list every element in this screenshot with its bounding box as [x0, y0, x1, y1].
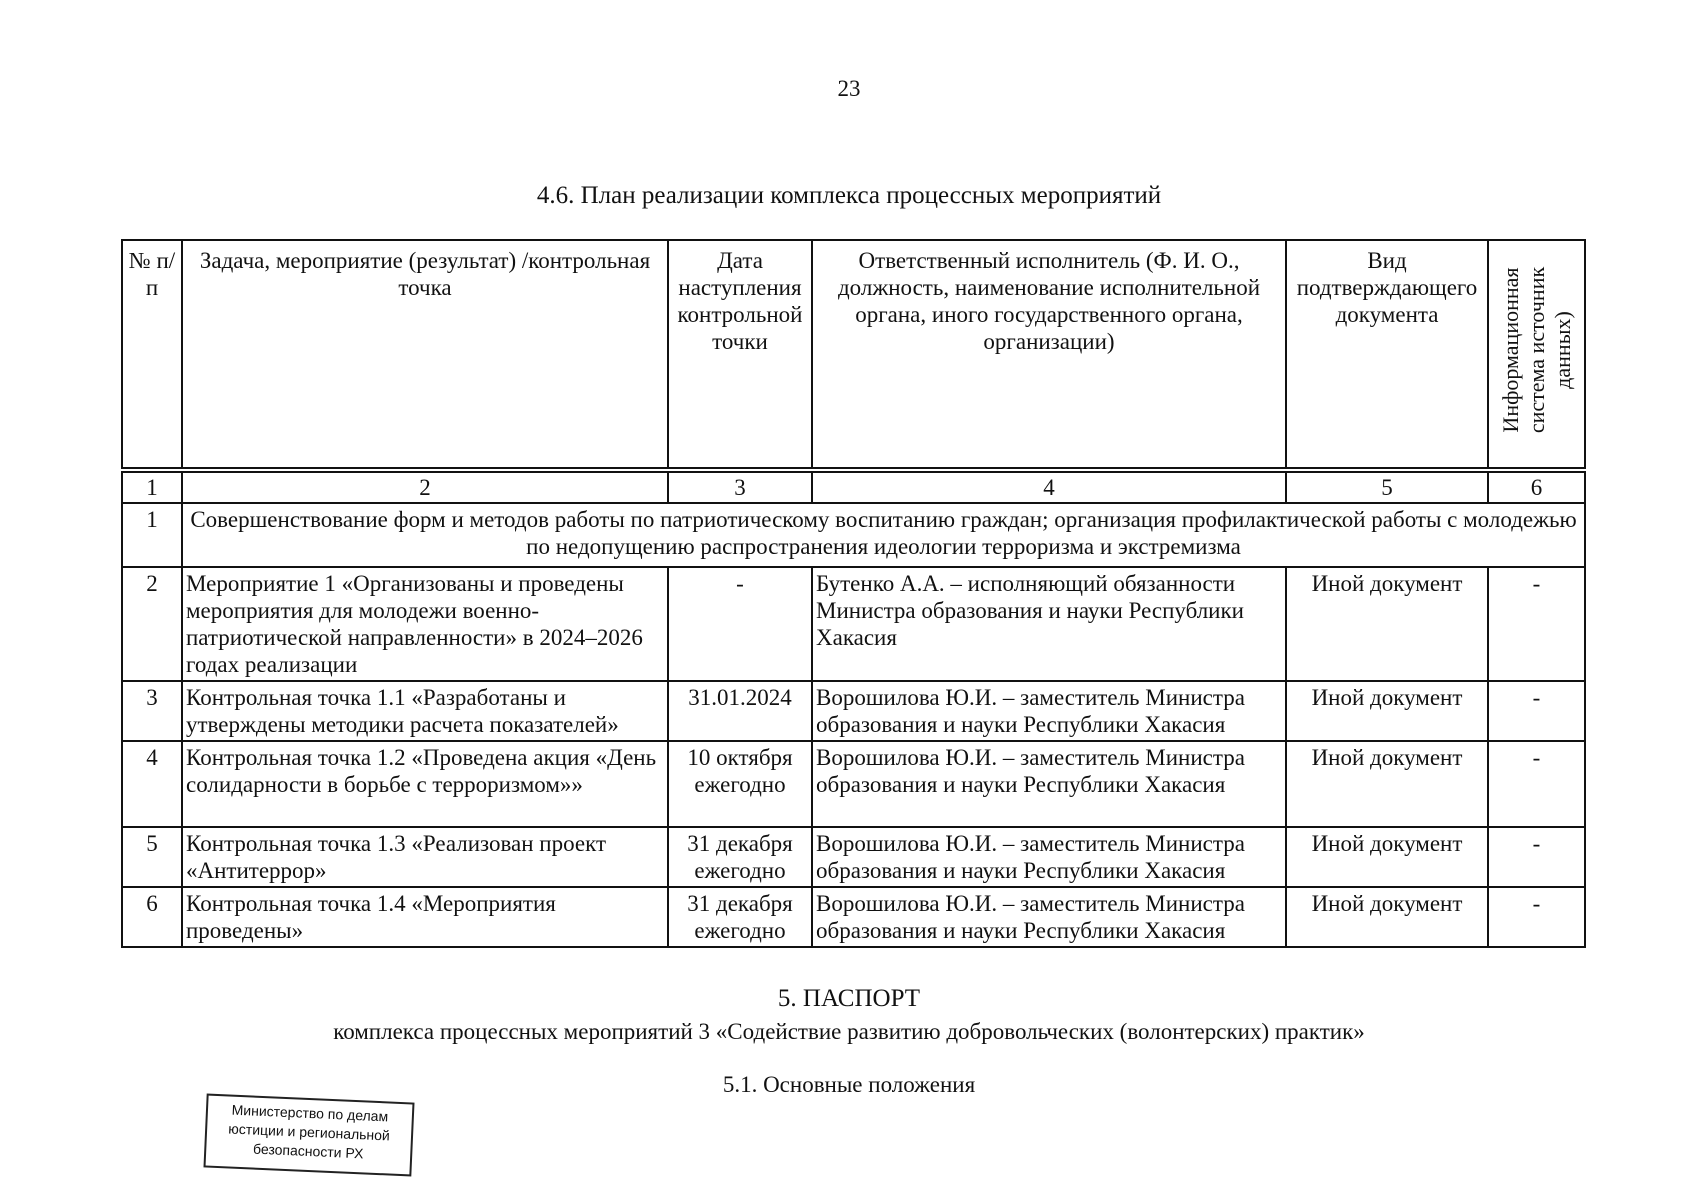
row-task: Контрольная точка 1.2 «Проведена акция «День солидарности в борьбе с терроризмом»» — [182, 741, 668, 827]
table-row — [122, 681, 1585, 741]
row-task: Мероприятие 1 «Организованы и проведены мероприятия для молодежи военно-патриотической направленности» в 2024–2026 годах реализации — [182, 567, 668, 681]
row-num: 4 — [122, 741, 182, 827]
column-number: 2 — [182, 472, 668, 503]
row-num: 6 — [122, 887, 182, 947]
table-row — [122, 887, 1585, 947]
section-title: 4.6. План реализации комплекса процессных мероприятий — [536, 182, 1162, 209]
row-doc: Иной документ — [1286, 567, 1488, 681]
column-number: 6 — [1488, 472, 1585, 503]
page-number: 23 — [837, 76, 861, 101]
table-row — [122, 827, 1585, 887]
plan-table — [121, 239, 1586, 948]
stamp-line: юстиции и региональной — [228, 1120, 391, 1144]
task-row — [122, 503, 1585, 567]
header-date: Дата наступления контрольной точки — [668, 240, 812, 468]
passport-title: 5. ПАСПОРТ — [777, 985, 921, 1012]
subsection-title: 5.1. Основные положения — [722, 1072, 976, 1097]
row-num: 5 — [122, 827, 182, 887]
row-responsible: Ворошилова Ю.И. – заместитель Министра образования и науки Республики Хакасия — [812, 887, 1286, 947]
row-doc: Иной документ — [1286, 827, 1488, 887]
table-row — [122, 567, 1585, 681]
header-doc: Вид подтверждающего документа — [1286, 240, 1488, 468]
header-system-cell — [1488, 240, 1585, 468]
row-responsible: Ворошилова Ю.И. – заместитель Министра образования и науки Республики Хакасия — [812, 827, 1286, 887]
table-header-row — [122, 240, 1585, 468]
row-system: - — [1488, 681, 1585, 741]
row-doc: Иной документ — [1286, 887, 1488, 947]
row-responsible: Ворошилова Ю.И. – заместитель Министра образования и науки Республики Хакасия — [812, 681, 1286, 741]
row-system: - — [1488, 741, 1585, 827]
row-system: - — [1488, 567, 1585, 681]
row-task: Контрольная точка 1.1 «Разработаны и утверждены методики расчета показателей» — [182, 681, 668, 741]
row-task: Контрольная точка 1.4 «Мероприятия проведены» — [182, 887, 668, 947]
row-doc: Иной документ — [1286, 741, 1488, 827]
header-task: Задача, мероприятие (результат) /контрольная точка — [182, 240, 668, 468]
column-number: 4 — [812, 472, 1286, 503]
column-number-row — [122, 472, 1585, 503]
row-date: 31.01.2024 — [668, 681, 812, 741]
row-system: - — [1488, 887, 1585, 947]
header-system: Информационная система источник данных) — [1497, 266, 1575, 434]
column-number: 5 — [1286, 472, 1488, 503]
row-responsible: Ворошилова Ю.И. – заместитель Министра образования и науки Республики Хакасия — [812, 741, 1286, 827]
row-doc: Иной документ — [1286, 681, 1488, 741]
table-row — [122, 741, 1585, 827]
task-num: 1 — [122, 503, 182, 567]
row-date: 31 декабря ежегодно — [668, 887, 812, 947]
row-date: - — [668, 567, 812, 681]
row-task: Контрольная точка 1.3 «Реализован проект «Антитеррор» — [182, 827, 668, 887]
row-date: 10 октября ежегодно — [668, 741, 812, 827]
row-num: 2 — [122, 567, 182, 681]
task-text: Совершенствование форм и методов работы по патриотическому воспитанию граждан; организация профилактической работы с молодежью по недопущению распространения идеологии терроризма и экстремизма — [182, 503, 1585, 567]
ministry-stamp — [203, 1093, 414, 1176]
passport-subtitle: комплекса процессных мероприятий 3 «Содействие развитию добровольческих (волонтерских) практик» — [333, 1019, 1365, 1044]
row-system: - — [1488, 827, 1585, 887]
header-num: № п/п — [122, 240, 182, 468]
stamp-line: Министерство по делам — [231, 1101, 389, 1125]
row-responsible: Бутенко А.А. – исполняющий обязанности Министра образования и науки Республики Хакасия — [812, 567, 1286, 681]
header-responsible: Ответственный исполнитель (Ф. И. О., должность, наименование исполнительной органа, иного государственного органа, организации) — [812, 240, 1286, 468]
column-number: 1 — [122, 472, 182, 503]
row-date: 31 декабря ежегодно — [668, 827, 812, 887]
row-num: 3 — [122, 681, 182, 741]
stamp-line: безопасности РХ — [252, 1140, 364, 1162]
column-number: 3 — [668, 472, 812, 503]
